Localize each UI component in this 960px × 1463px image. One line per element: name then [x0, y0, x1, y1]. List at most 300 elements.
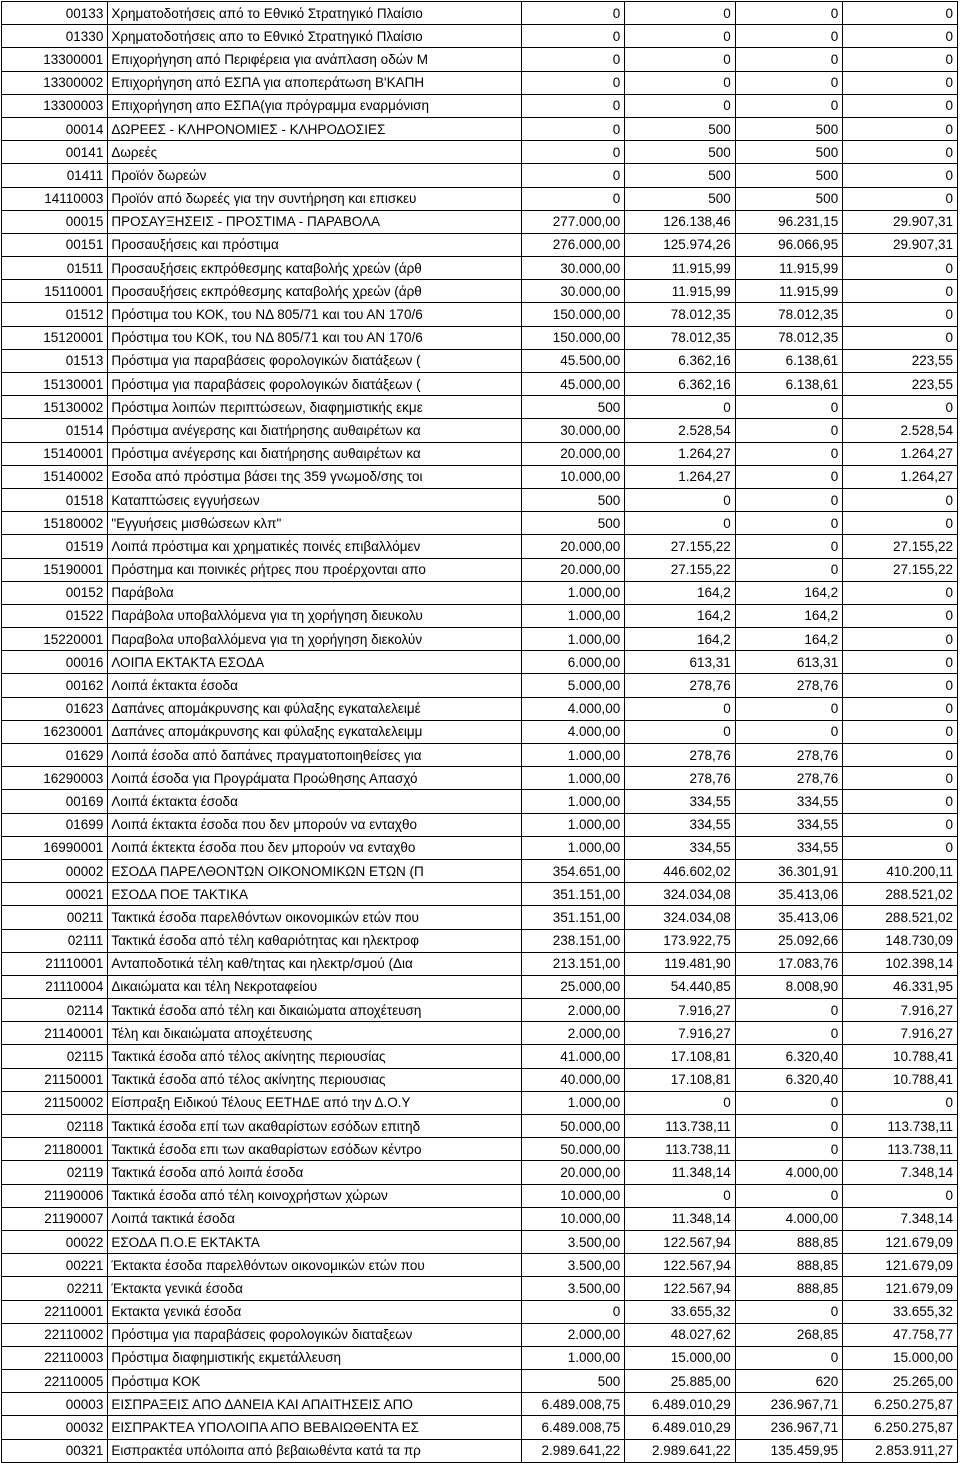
- budget-amount: 351.151,00: [522, 883, 625, 906]
- account-description: Δικαιώματα και τέλη Νεκροταφείου: [108, 975, 522, 998]
- collected-amount: 0: [735, 1138, 842, 1161]
- collected-amount: 0: [735, 488, 842, 511]
- assessed-amount: 119.481,90: [625, 952, 736, 975]
- table-row: [2, 1230, 958, 1253]
- collected-amount: 888,85: [735, 1277, 842, 1300]
- collected-amount: 35.413,06: [735, 883, 842, 906]
- budget-amount: 6.489.008,75: [522, 1416, 625, 1439]
- budget-amount: 354.651,00: [522, 859, 625, 882]
- assessed-amount: 1.264,27: [625, 465, 736, 488]
- collected-amount: 164,2: [735, 604, 842, 627]
- table-row: [2, 859, 958, 882]
- table-row: [2, 94, 958, 117]
- table-row: [2, 1393, 958, 1416]
- table-row: [2, 442, 958, 465]
- budget-amount: 1.000,00: [522, 767, 625, 790]
- collected-amount: 500: [735, 141, 842, 164]
- account-description: Πρόστιμα διαφημιστικής εκμετάλλευση: [108, 1346, 522, 1369]
- table-row: [2, 836, 958, 859]
- budget-amount: 4.000,00: [522, 697, 625, 720]
- remaining-amount: 0: [843, 744, 958, 767]
- account-description: Τακτικά έσοδα από τέλος ακίνητης περιουσίας: [108, 1045, 522, 1068]
- account-code: 02211: [2, 1277, 108, 1300]
- collected-amount: 36.301,91: [735, 859, 842, 882]
- remaining-amount: 0: [843, 94, 958, 117]
- remaining-amount: 223,55: [843, 373, 958, 396]
- account-code: 15180002: [2, 512, 108, 535]
- table-row: [2, 929, 958, 952]
- assessed-amount: 11.348,14: [625, 1161, 736, 1184]
- budget-amount: 238.151,00: [522, 929, 625, 952]
- account-code: 15130002: [2, 396, 108, 419]
- account-description: Πρόστιμα για παραβάσεις φορολογικών διατάξεων (: [108, 349, 522, 372]
- table-row: [2, 906, 958, 929]
- collected-amount: 0: [735, 442, 842, 465]
- collected-amount: 8.008,90: [735, 975, 842, 998]
- account-code: 02119: [2, 1161, 108, 1184]
- assessed-amount: 0: [625, 512, 736, 535]
- assessed-amount: 48.027,62: [625, 1323, 736, 1346]
- table-row: [2, 558, 958, 581]
- assessed-amount: 122.567,94: [625, 1230, 736, 1253]
- assessed-amount: 164,2: [625, 628, 736, 651]
- collected-amount: 96.066,95: [735, 233, 842, 256]
- budget-amount: 3.500,00: [522, 1277, 625, 1300]
- assessed-amount: 0: [625, 94, 736, 117]
- budget-amount: 0: [522, 164, 625, 187]
- assessed-amount: 122.567,94: [625, 1254, 736, 1277]
- assessed-amount: 0: [625, 488, 736, 511]
- account-description: ΕΣΟΔΑ Π.Ο.Ε ΕΚΤΑΚΤΑ: [108, 1230, 522, 1253]
- table-row: [2, 1323, 958, 1346]
- table-row: [2, 790, 958, 813]
- remaining-amount: 102.398,14: [843, 952, 958, 975]
- assessed-amount: 500: [625, 164, 736, 187]
- account-description: Ανταποδοτικά τέλη καθ/τητας και ηλεκτρ/σμού (Δια: [108, 952, 522, 975]
- account-code: 02118: [2, 1115, 108, 1138]
- account-code: 15190001: [2, 558, 108, 581]
- assessed-amount: 278,76: [625, 767, 736, 790]
- account-code: 00021: [2, 883, 108, 906]
- budget-amount: 4.000,00: [522, 720, 625, 743]
- table-row: [2, 187, 958, 210]
- table-row: [2, 1068, 958, 1091]
- table-row: [2, 1370, 958, 1393]
- assessed-amount: 113.738,11: [625, 1138, 736, 1161]
- account-code: 21110004: [2, 975, 108, 998]
- assessed-amount: 78.012,35: [625, 326, 736, 349]
- remaining-amount: 0: [843, 651, 958, 674]
- account-description: Τακτικά έσοδα από λοιπά έσοδα: [108, 1161, 522, 1184]
- account-description: Παράβολα υποβαλλόμενα για τη χορήγηση διευκολυ: [108, 604, 522, 627]
- budget-amount: 3.500,00: [522, 1230, 625, 1253]
- account-code: 15120001: [2, 326, 108, 349]
- remaining-amount: 27.155,22: [843, 535, 958, 558]
- table-row: [2, 488, 958, 511]
- remaining-amount: 121.679,09: [843, 1230, 958, 1253]
- account-code: 21140001: [2, 1022, 108, 1045]
- budget-amount: 20.000,00: [522, 442, 625, 465]
- budget-amount: 500: [522, 488, 625, 511]
- account-description: Λοιπά έσοδα από δαπάνες πραγματοποιηθείσες για: [108, 744, 522, 767]
- table-row: [2, 1161, 958, 1184]
- collected-amount: 268,85: [735, 1323, 842, 1346]
- budget-amount: 1.000,00: [522, 744, 625, 767]
- collected-amount: 334,55: [735, 790, 842, 813]
- table-row: [2, 720, 958, 743]
- collected-amount: 135.459,95: [735, 1439, 842, 1462]
- table-row: [2, 581, 958, 604]
- account-code: 21190007: [2, 1207, 108, 1230]
- account-code: 15140002: [2, 465, 108, 488]
- budget-amount: 20.000,00: [522, 558, 625, 581]
- remaining-amount: 29.907,31: [843, 233, 958, 256]
- collected-amount: 11.915,99: [735, 280, 842, 303]
- account-description: Επιχορήγηση από ΕΣΠΑ για αποπεράτωση Β'ΚΑΠΗ: [108, 71, 522, 94]
- budget-amount: 213.151,00: [522, 952, 625, 975]
- remaining-amount: 7.916,27: [843, 999, 958, 1022]
- budget-amount: 6.000,00: [522, 651, 625, 674]
- account-description: Λοιπά πρόστιμα και χρηματικές ποινές επιβαλλόμεν: [108, 535, 522, 558]
- budget-amount: 0: [522, 25, 625, 48]
- budget-amount: 10.000,00: [522, 465, 625, 488]
- account-description: Λοιπά έκτακτα έσοδα: [108, 674, 522, 697]
- account-description: Λοιπά τακτικά έσοδα: [108, 1207, 522, 1230]
- account-code: 00032: [2, 1416, 108, 1439]
- remaining-amount: 121.679,09: [843, 1277, 958, 1300]
- collected-amount: 0: [735, 1300, 842, 1323]
- budget-amount: 1.000,00: [522, 581, 625, 604]
- account-description: Τέλη και δικαιώματα αποχέτευσης: [108, 1022, 522, 1045]
- account-description: Έκτακτα γενικά έσοδα: [108, 1277, 522, 1300]
- account-code: 00152: [2, 581, 108, 604]
- collected-amount: 0: [735, 396, 842, 419]
- table-row: [2, 280, 958, 303]
- account-description: Πρόστιμα του ΚΟΚ, του ΝΔ 805/71 και του ΑΝ 170/6: [108, 326, 522, 349]
- account-code: 22110001: [2, 1300, 108, 1323]
- remaining-amount: 6.250.275,87: [843, 1393, 958, 1416]
- budget-amount: 0: [522, 1300, 625, 1323]
- remaining-amount: 0: [843, 767, 958, 790]
- table-row: [2, 303, 958, 326]
- account-code: 14110003: [2, 187, 108, 210]
- table-row: [2, 651, 958, 674]
- account-description: Επιχορήγηση απο ΕΣΠΑ(για πρόγραμμα εναρμόνιση: [108, 94, 522, 117]
- account-description: ΛΟΙΠΑ ΕΚΤΑΚΤΑ ΕΣΟΔΑ: [108, 651, 522, 674]
- table-row: [2, 674, 958, 697]
- account-code: 00162: [2, 674, 108, 697]
- collected-amount: 0: [735, 1022, 842, 1045]
- remaining-amount: 0: [843, 720, 958, 743]
- collected-amount: 0: [735, 71, 842, 94]
- collected-amount: 0: [735, 1115, 842, 1138]
- assessed-amount: 33.655,32: [625, 1300, 736, 1323]
- budget-amount: 1.000,00: [522, 790, 625, 813]
- budget-amount: 1.000,00: [522, 604, 625, 627]
- table-row: [2, 1277, 958, 1300]
- budget-amount: 45.500,00: [522, 349, 625, 372]
- collected-amount: 0: [735, 419, 842, 442]
- remaining-amount: 121.679,09: [843, 1254, 958, 1277]
- account-code: 01511: [2, 257, 108, 280]
- remaining-amount: 10.788,41: [843, 1068, 958, 1091]
- budget-amount: 30.000,00: [522, 257, 625, 280]
- budget-amount: 0: [522, 141, 625, 164]
- account-description: Εσοδα από πρόστιμα βάσει της 359 γνωμοδ/σης τοι: [108, 465, 522, 488]
- remaining-amount: 0: [843, 164, 958, 187]
- account-code: 01330: [2, 25, 108, 48]
- remaining-amount: 0: [843, 813, 958, 836]
- table-row: [2, 233, 958, 256]
- budget-amount: 351.151,00: [522, 906, 625, 929]
- remaining-amount: 29.907,31: [843, 210, 958, 233]
- budget-amount: 276.000,00: [522, 233, 625, 256]
- budget-amount: 2.000,00: [522, 999, 625, 1022]
- collected-amount: 11.915,99: [735, 257, 842, 280]
- budget-amount: 2.000,00: [522, 1022, 625, 1045]
- account-code: 00169: [2, 790, 108, 813]
- table-row: [2, 883, 958, 906]
- account-code: 02114: [2, 999, 108, 1022]
- remaining-amount: 0: [843, 48, 958, 71]
- account-code: 16290003: [2, 767, 108, 790]
- account-code: 00022: [2, 1230, 108, 1253]
- table-row: [2, 1207, 958, 1230]
- account-description: Καταπτώσεις εγγυήσεων: [108, 488, 522, 511]
- assessed-amount: 11.915,99: [625, 257, 736, 280]
- remaining-amount: 0: [843, 488, 958, 511]
- collected-amount: 6.138,61: [735, 373, 842, 396]
- table-row: [2, 697, 958, 720]
- account-code: 00211: [2, 906, 108, 929]
- assessed-amount: 2.528,54: [625, 419, 736, 442]
- assessed-amount: 0: [625, 1091, 736, 1114]
- account-description: Πρόστιμα για παραβάσεις φορολογικών διαταξεων: [108, 1323, 522, 1346]
- account-code: 01699: [2, 813, 108, 836]
- remaining-amount: 223,55: [843, 349, 958, 372]
- account-code: 22110002: [2, 1323, 108, 1346]
- table-row: [2, 604, 958, 627]
- budget-amount: 10.000,00: [522, 1184, 625, 1207]
- collected-amount: 4.000,00: [735, 1161, 842, 1184]
- account-code: 15130001: [2, 373, 108, 396]
- account-description: Δαπάνες απομάκρυνσης και φύλαξης εγκαταλελειμέ: [108, 697, 522, 720]
- account-code: 16230001: [2, 720, 108, 743]
- budget-amount: 1.000,00: [522, 836, 625, 859]
- assessed-amount: 500: [625, 187, 736, 210]
- budget-amount: 0: [522, 187, 625, 210]
- assessed-amount: 125.974,26: [625, 233, 736, 256]
- collected-amount: 278,76: [735, 767, 842, 790]
- collected-amount: 0: [735, 535, 842, 558]
- collected-amount: 0: [735, 1346, 842, 1369]
- remaining-amount: 148.730,09: [843, 929, 958, 952]
- collected-amount: 96.231,15: [735, 210, 842, 233]
- collected-amount: 0: [735, 1184, 842, 1207]
- account-description: Πρόστιμα για παραβάσεις φορολογικών διατάξεων (: [108, 373, 522, 396]
- budget-amount: 0: [522, 117, 625, 140]
- assessed-amount: 7.916,27: [625, 1022, 736, 1045]
- assessed-amount: 54.440,85: [625, 975, 736, 998]
- remaining-amount: 0: [843, 836, 958, 859]
- budget-amount: 5.000,00: [522, 674, 625, 697]
- budget-amount: 1.000,00: [522, 628, 625, 651]
- assessed-amount: 173.922,75: [625, 929, 736, 952]
- table-row: [2, 1439, 958, 1462]
- budget-amount: 2.000,00: [522, 1323, 625, 1346]
- account-description: Πρόστημα και ποινικές ρήτρες που προέρχονται απο: [108, 558, 522, 581]
- budget-amount: 2.989.641,22: [522, 1439, 625, 1462]
- assessed-amount: 0: [625, 697, 736, 720]
- assessed-amount: 6.489.010,29: [625, 1393, 736, 1416]
- account-description: "Εγγυήσεις μισθώσεων κλπ": [108, 512, 522, 535]
- account-description: Τακτικά έσοδα από τέλος ακίνητης περιουσιας: [108, 1068, 522, 1091]
- table-row: [2, 257, 958, 280]
- table-row: [2, 2, 958, 25]
- account-code: 21150002: [2, 1091, 108, 1114]
- account-code: 21150001: [2, 1068, 108, 1091]
- assessed-amount: 15.000,00: [625, 1346, 736, 1369]
- table-row: [2, 164, 958, 187]
- account-description: Δαπάνες απομάκρυνσης και φύλαξης εγκαταλελειμμ: [108, 720, 522, 743]
- remaining-amount: 0: [843, 280, 958, 303]
- remaining-amount: 1.264,27: [843, 465, 958, 488]
- collected-amount: 334,55: [735, 836, 842, 859]
- budget-amount: 41.000,00: [522, 1045, 625, 1068]
- remaining-amount: 6.250.275,87: [843, 1416, 958, 1439]
- remaining-amount: 10.788,41: [843, 1045, 958, 1068]
- assessed-amount: 113.738,11: [625, 1115, 736, 1138]
- collected-amount: 25.092,66: [735, 929, 842, 952]
- account-description: Προσαυξήσεις και πρόστιμα: [108, 233, 522, 256]
- assessed-amount: 27.155,22: [625, 558, 736, 581]
- account-code: 02111: [2, 929, 108, 952]
- budget-amount: 277.000,00: [522, 210, 625, 233]
- budget-amount: 150.000,00: [522, 303, 625, 326]
- budget-amount: 6.489.008,75: [522, 1393, 625, 1416]
- collected-amount: 164,2: [735, 628, 842, 651]
- account-code: 13300003: [2, 94, 108, 117]
- table-row: [2, 1184, 958, 1207]
- remaining-amount: 0: [843, 117, 958, 140]
- account-description: Πρόστιμα ΚΟΚ: [108, 1370, 522, 1393]
- account-code: 01518: [2, 488, 108, 511]
- assessed-amount: 0: [625, 1184, 736, 1207]
- account-description: Είσπραξη Ειδικού Τέλους ΕΕΤΗΔΕ από την Δ.Ο.Υ: [108, 1091, 522, 1114]
- collected-amount: 0: [735, 2, 842, 25]
- budget-amount: 40.000,00: [522, 1068, 625, 1091]
- table-row: [2, 1091, 958, 1114]
- remaining-amount: 288.521,02: [843, 906, 958, 929]
- remaining-amount: 0: [843, 1184, 958, 1207]
- collected-amount: 613,31: [735, 651, 842, 674]
- assessed-amount: 334,55: [625, 790, 736, 813]
- assessed-amount: 6.362,16: [625, 349, 736, 372]
- budget-amount: 10.000,00: [522, 1207, 625, 1230]
- account-code: 00015: [2, 210, 108, 233]
- account-description: Τακτικά έσοδα επί των ακαθαρίστων εσόδων επιτηδ: [108, 1115, 522, 1138]
- remaining-amount: 1.264,27: [843, 442, 958, 465]
- assessed-amount: 0: [625, 2, 736, 25]
- account-code: 22110005: [2, 1370, 108, 1393]
- assessed-amount: 500: [625, 141, 736, 164]
- remaining-amount: 0: [843, 628, 958, 651]
- account-code: 13300002: [2, 71, 108, 94]
- table-row: [2, 952, 958, 975]
- table-row: [2, 1115, 958, 1138]
- account-description: Τακτικά έσοδα από τέλη καθαριότητας και ηλεκτροφ: [108, 929, 522, 952]
- remaining-amount: 33.655,32: [843, 1300, 958, 1323]
- account-description: Εκτακτα γενικά έσοδα: [108, 1300, 522, 1323]
- table-row: [2, 1045, 958, 1068]
- table-row: [2, 48, 958, 71]
- assessed-amount: 0: [625, 48, 736, 71]
- account-description: ΕΙΣΠΡΑΞΕΙΣ ΑΠΟ ΔΑΝΕΙΑ ΚΑΙ ΑΠΑΙΤΗΣΕΙΣ ΑΠΟ: [108, 1393, 522, 1416]
- budget-amount: 3.500,00: [522, 1254, 625, 1277]
- assessed-amount: 78.012,35: [625, 303, 736, 326]
- account-code: 01519: [2, 535, 108, 558]
- account-description: Πρόστιμα ανέγερσης και διατήρησης αυθαιρέτων κα: [108, 419, 522, 442]
- account-description: Πρόστιμα λοιπών περιπτώσεων, διαφημιστικής εκμε: [108, 396, 522, 419]
- account-code: 13300001: [2, 48, 108, 71]
- budget-amount: 1.000,00: [522, 813, 625, 836]
- budget-amount: 0: [522, 2, 625, 25]
- table-row: [2, 1346, 958, 1369]
- account-description: Παράβολα: [108, 581, 522, 604]
- budget-amount: 50.000,00: [522, 1115, 625, 1138]
- budget-amount: 0: [522, 94, 625, 117]
- remaining-amount: 15.000,00: [843, 1346, 958, 1369]
- account-description: Τακτικά έσοδα από τέλη και δικαιώματα αποχέτευση: [108, 999, 522, 1022]
- account-code: 01629: [2, 744, 108, 767]
- remaining-amount: 7.916,27: [843, 1022, 958, 1045]
- account-description: Χρηματοδοτήσεις από το Εθνικό Στρατηγικό Πλαίσιο: [108, 2, 522, 25]
- account-description: Προσαυξήσεις εκπρόθεσμης καταβολής χρεών (άρθ: [108, 280, 522, 303]
- table-row: [2, 117, 958, 140]
- table-row: [2, 396, 958, 419]
- account-description: Επιχορήγηση από Περιφέρεια για ανάπλαση οδών Μ: [108, 48, 522, 71]
- collected-amount: 164,2: [735, 581, 842, 604]
- assessed-amount: 613,31: [625, 651, 736, 674]
- budget-amount: 150.000,00: [522, 326, 625, 349]
- table-row: [2, 1254, 958, 1277]
- table-row: [2, 349, 958, 372]
- collected-amount: 0: [735, 999, 842, 1022]
- budget-amount: 1.000,00: [522, 1346, 625, 1369]
- collected-amount: 500: [735, 164, 842, 187]
- account-code: 16990001: [2, 836, 108, 859]
- remaining-amount: 0: [843, 512, 958, 535]
- collected-amount: 78.012,35: [735, 303, 842, 326]
- account-code: 21110001: [2, 952, 108, 975]
- account-code: 00321: [2, 1439, 108, 1462]
- collected-amount: 0: [735, 48, 842, 71]
- assessed-amount: 0: [625, 71, 736, 94]
- assessed-amount: 6.362,16: [625, 373, 736, 396]
- account-description: Προϊόν από δωρεές για την συντήρηση και επισκευ: [108, 187, 522, 210]
- account-code: 00014: [2, 117, 108, 140]
- collected-amount: 888,85: [735, 1230, 842, 1253]
- table-row: [2, 999, 958, 1022]
- account-code: 02115: [2, 1045, 108, 1068]
- collected-amount: 500: [735, 117, 842, 140]
- table-row: [2, 373, 958, 396]
- collected-amount: 78.012,35: [735, 326, 842, 349]
- account-description: Προσαυξήσεις εκπρόθεσμης καταβολής χρεών (άρθ: [108, 257, 522, 280]
- collected-amount: 0: [735, 25, 842, 48]
- budget-amount: 30.000,00: [522, 280, 625, 303]
- account-description: Τακτικά έσοδα επι των ακαθαρίστων εσόδων κέντρο: [108, 1138, 522, 1161]
